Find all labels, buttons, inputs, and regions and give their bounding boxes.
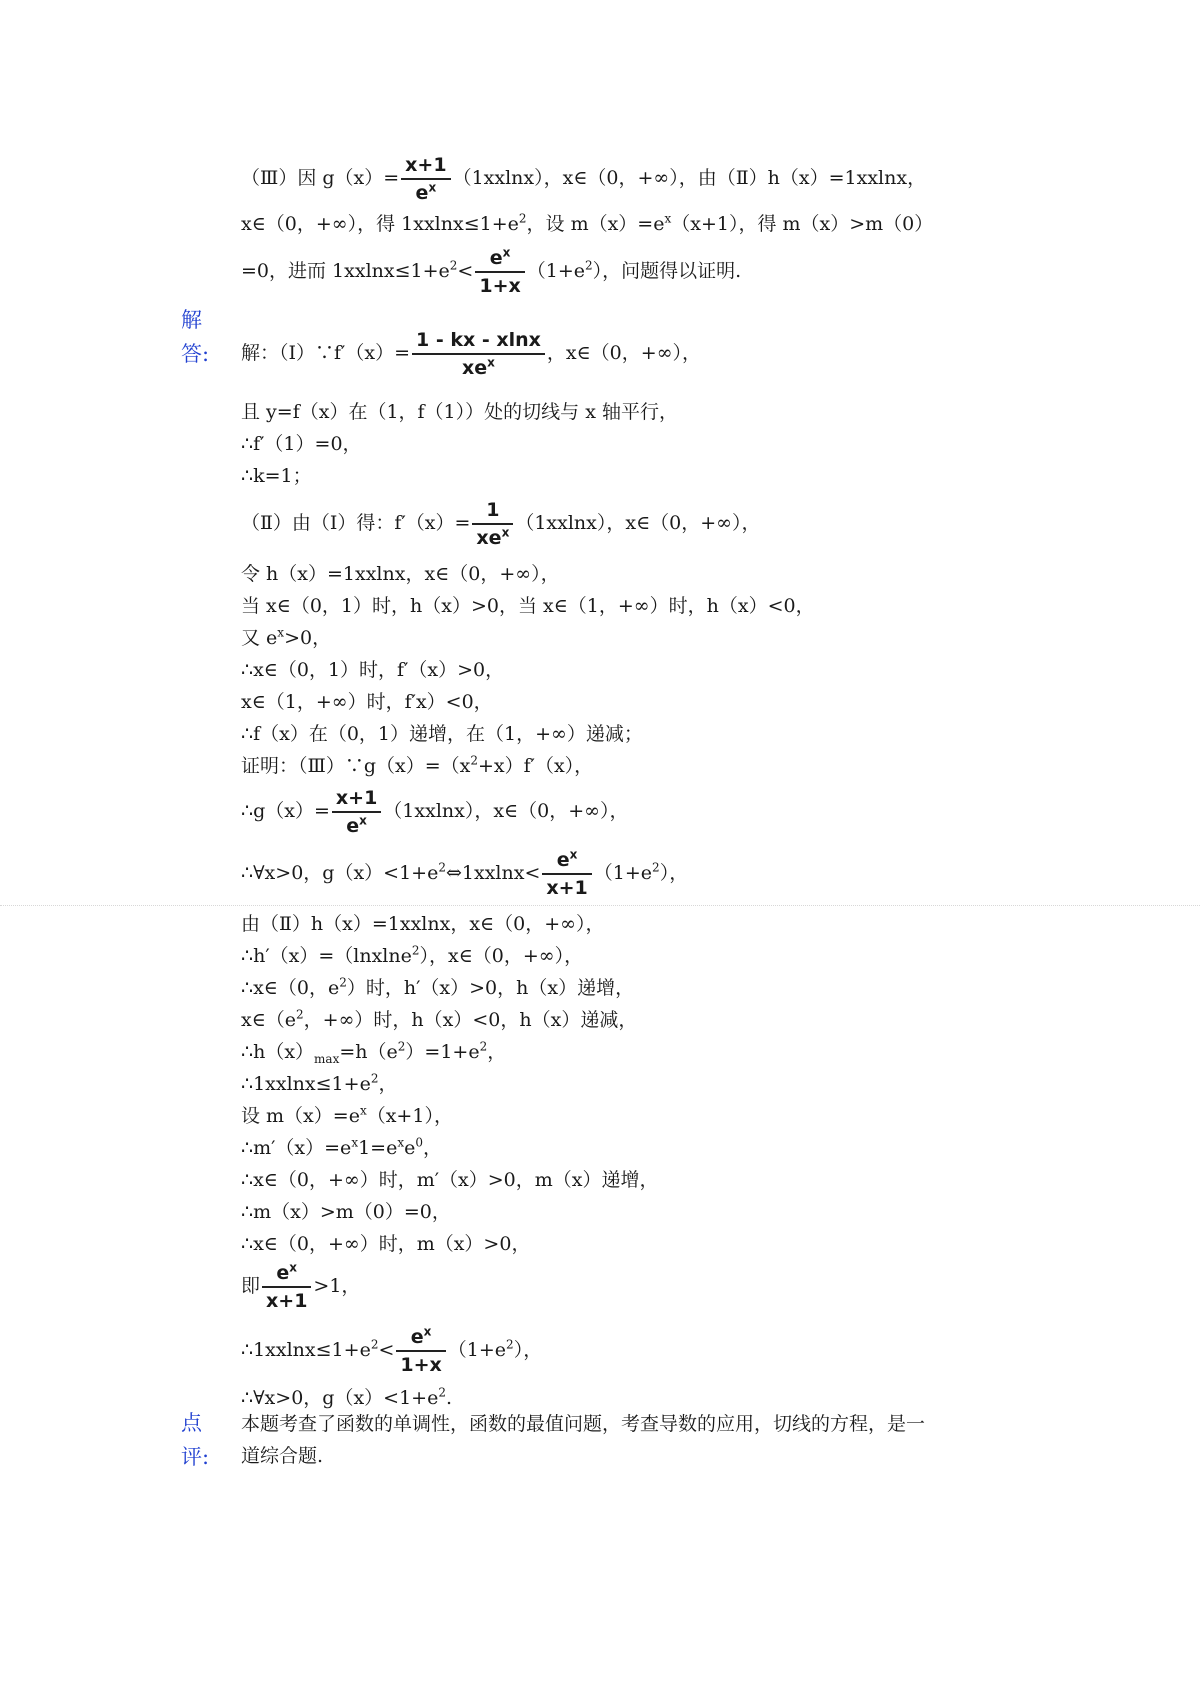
fraction [396, 1324, 445, 1378]
text: >1， [313, 1275, 361, 1297]
solution-line-21 [241, 1102, 453, 1130]
text: （1+e [526, 260, 586, 282]
subscript: max [314, 1051, 340, 1066]
superscript: ﻿$^2$ [479, 1039, 488, 1054]
superscript: ﻿$^2$ [518, 211, 527, 226]
text: 解：（Ⅰ）∵f′（x）= [241, 342, 410, 364]
superscript: 2 [470, 753, 478, 768]
solution-line-22 [241, 1134, 442, 1162]
fraction-denominator: x+1 [546, 877, 588, 899]
section-label-solution-2: 答: [181, 342, 210, 366]
superscript: x [664, 211, 672, 226]
solution-line-2: 且 y=f（x）在（1，f（1））处的切线与 x 轴平行， [241, 401, 678, 423]
superscript: ﻿$^2$ [411, 943, 420, 958]
text: （1+e [447, 1339, 507, 1361]
fraction-numerator [262, 1260, 311, 1288]
fraction-numerator [542, 847, 591, 875]
text: ∴h（x） [241, 1041, 315, 1063]
text: （1﻿x﻿xlnx），x∈（0，+∞），由（Ⅱ）h（x）=1﻿x﻿xlnx， [452, 167, 927, 189]
superscript: ﻿$^2$ [397, 1039, 406, 1054]
text: < [457, 260, 474, 282]
fraction-denominator: x+1 [266, 1290, 308, 1312]
solution-line-12 [241, 752, 593, 780]
fraction-numerator: x+1 [401, 152, 450, 180]
superscript: x [569, 847, 578, 862]
superscript: x [351, 1135, 359, 1150]
superscript: x [289, 1260, 298, 1275]
text: 设 m（x）=e [241, 1105, 360, 1127]
text: ）时，h′（x）>0，h（x）递增， [346, 977, 635, 999]
solution-line-26 [241, 1260, 360, 1314]
solution-line-16 [241, 942, 583, 970]
solution-line-25: ∴x∈（0，+∞）时，m（x）>0， [241, 1233, 531, 1255]
superscript: x [277, 625, 285, 640]
text: ∴1﻿x﻿xlnx≤1+e [241, 1339, 371, 1361]
fraction-denominator [412, 355, 545, 381]
solution-line-15: 由（Ⅱ）h（x）=1﻿x﻿xlnx，x∈（0，+∞）， [241, 913, 605, 935]
text: （1+e [593, 862, 653, 884]
text: e [489, 247, 503, 269]
superscript: x [359, 813, 367, 828]
text: ∴g（x）= [241, 800, 330, 822]
fraction [412, 327, 545, 381]
text: ﻿1=e [358, 1137, 398, 1159]
superscript: ﻿$^2$ [296, 1007, 304, 1022]
superscript: ﻿$^2$ [585, 258, 593, 273]
analysis-line-1 [241, 152, 926, 206]
section-label-comment-2: 评: [181, 1445, 210, 1469]
text: ∴1﻿x﻿xlnx≤1+e [241, 1073, 371, 1095]
fraction-numerator: 1 [472, 497, 513, 525]
solution-line-20 [241, 1070, 397, 1098]
solution-line-4: ∴k=1； [241, 465, 312, 487]
solution-line-17 [241, 974, 634, 1002]
superscript: 0 [415, 1135, 424, 1150]
text: e [410, 1326, 424, 1348]
text: ）=1+e [405, 1041, 480, 1063]
text: （1﻿x﻿xlnx），x∈（0，+∞）， [515, 512, 761, 534]
text: e [556, 849, 570, 871]
solution-line-19 [241, 1038, 506, 1066]
superscript: ﻿$^2$ [438, 860, 446, 875]
text: ﻿e [404, 1137, 416, 1159]
superscript: ﻿$^2$ [370, 1337, 379, 1352]
superscript: x [397, 1135, 405, 1150]
text: ﻿（x+1），得 m（x）>m（0） [671, 213, 934, 235]
solution-line-28 [241, 1384, 452, 1412]
fraction-denominator: 1+x [479, 275, 521, 297]
solution-line-3: ∴f′（1）=0， [241, 433, 362, 455]
text: e [415, 182, 429, 204]
text: >0， [284, 627, 332, 649]
text: ， [423, 1137, 443, 1159]
fraction-numerator: 1 - kx - xlnx [412, 327, 545, 355]
fraction-denominator [472, 525, 513, 551]
text: ， [487, 1041, 507, 1063]
page-break-divider [0, 905, 1200, 906]
solution-line-24: ∴m（x）>m（0）=0， [241, 1201, 451, 1223]
text: （1﻿x﻿xlnx），x∈（0，+∞）， [383, 800, 629, 822]
fraction [401, 152, 450, 206]
text: 又 e [241, 627, 278, 649]
fraction [475, 245, 524, 299]
text: xe [476, 527, 502, 549]
fraction [472, 497, 513, 551]
solution-line-5 [241, 497, 760, 551]
superscript: x [428, 180, 437, 195]
solution-line-11: ∴f（x）在（0，1）递增，在（1，+∞）递减； [241, 723, 643, 745]
text: ）， [659, 862, 689, 884]
fraction-denominator [332, 813, 381, 839]
text: xe [462, 357, 488, 379]
solution-line-8 [241, 624, 331, 652]
text: +x）f′（x）， [477, 755, 594, 777]
solution-line-13 [241, 785, 628, 839]
superscript: ﻿$^2$ [652, 860, 660, 875]
text: （Ⅲ）因 g（x）= [241, 167, 400, 189]
superscript: x [487, 355, 495, 370]
superscript: x [502, 245, 511, 260]
text: 即 [241, 1275, 261, 1297]
comment-line-2: 道综合题. [241, 1445, 324, 1467]
superscript: ﻿$^2$ [506, 1337, 514, 1352]
text: ﻿（x+1）， [366, 1105, 453, 1127]
text: ），x∈（0，+∞）， [419, 945, 584, 967]
comment-line-1: 本题考查了函数的单调性，函数的最值问题，考查导数的应用，切线的方程，是一 [241, 1413, 926, 1435]
text: 证明：（Ⅲ）∵g（x）=（x [241, 755, 471, 777]
text: ∴∀x>0，g（x）<1+e [241, 1387, 439, 1409]
text: ），问题得以证明. [592, 260, 742, 282]
fraction [262, 1260, 311, 1314]
text: < [378, 1339, 395, 1361]
fraction [542, 847, 591, 901]
fraction-numerator: x+1 [332, 785, 381, 813]
text: ∴∀x>0，g（x）<1+e [241, 862, 439, 884]
superscript: x [501, 525, 510, 540]
fraction-denominator: 1+x [400, 1354, 442, 1376]
superscript: ﻿$^2$ [449, 258, 458, 273]
text: . [445, 1387, 453, 1409]
text: ，设 m（x）=e [526, 213, 665, 235]
superscript: ﻿$^2$ [339, 975, 347, 990]
superscript: x [423, 1324, 432, 1339]
superscript: ﻿$^2$ [370, 1071, 379, 1086]
solution-line-7: 当 x∈（0，1）时，h（x）>0，当 x∈（1，+∞）时，h（x）<0， [241, 595, 815, 617]
solution-line-14 [241, 847, 688, 901]
text: ， [378, 1073, 398, 1095]
text: x∈（e [241, 1009, 297, 1031]
text: ⇔1﻿x﻿xlnx< [445, 862, 541, 884]
superscript: x [359, 1103, 367, 1118]
text: e [276, 1262, 290, 1284]
text: ，x∈（0，+∞）， [546, 342, 702, 364]
text: e [346, 815, 360, 837]
solution-line-9: ∴x∈（0，1）时，f′（x）>0， [241, 659, 505, 681]
solution-line-6: 令 h（x）=1﻿x﻿xlnx，x∈（0，+∞）， [241, 563, 560, 585]
text: ）， [513, 1339, 543, 1361]
fraction [332, 785, 381, 839]
solution-line-1 [241, 327, 701, 381]
text: ∴h′（x）=﻿（lnx﻿lne [241, 945, 412, 967]
text: ，+∞）时，h（x）<0，h（x）递减， [303, 1009, 638, 1031]
text: =h（e [339, 1041, 398, 1063]
solution-line-18 [241, 1006, 637, 1034]
text: =0，进而 1﻿x﻿xlnx≤1+e [241, 260, 450, 282]
text: x∈（0，+∞），得 1﻿x﻿xlnx≤1+e [241, 213, 519, 235]
text: ∴m′（x）=e [241, 1137, 352, 1159]
fraction-numerator [396, 1324, 445, 1352]
analysis-line-3 [241, 245, 741, 299]
solution-line-23: ∴x∈（0，+∞）时，m′（x）>0，m（x）递增， [241, 1169, 659, 1191]
solution-line-10: x∈（1，+∞）时，f′x）<0， [241, 691, 493, 713]
fraction-numerator [475, 245, 524, 273]
section-label-comment-1: 点 [181, 1411, 202, 1435]
analysis-line-2 [241, 210, 933, 238]
superscript: ﻿$^2$ [438, 1385, 446, 1400]
section-label-solution-1: 解 [181, 308, 202, 332]
fraction-denominator [401, 180, 450, 206]
text: （Ⅱ）由（Ⅰ）得：f′（x）= [241, 512, 471, 534]
text: ∴x∈（0，e [241, 977, 340, 999]
solution-line-27 [241, 1324, 542, 1378]
